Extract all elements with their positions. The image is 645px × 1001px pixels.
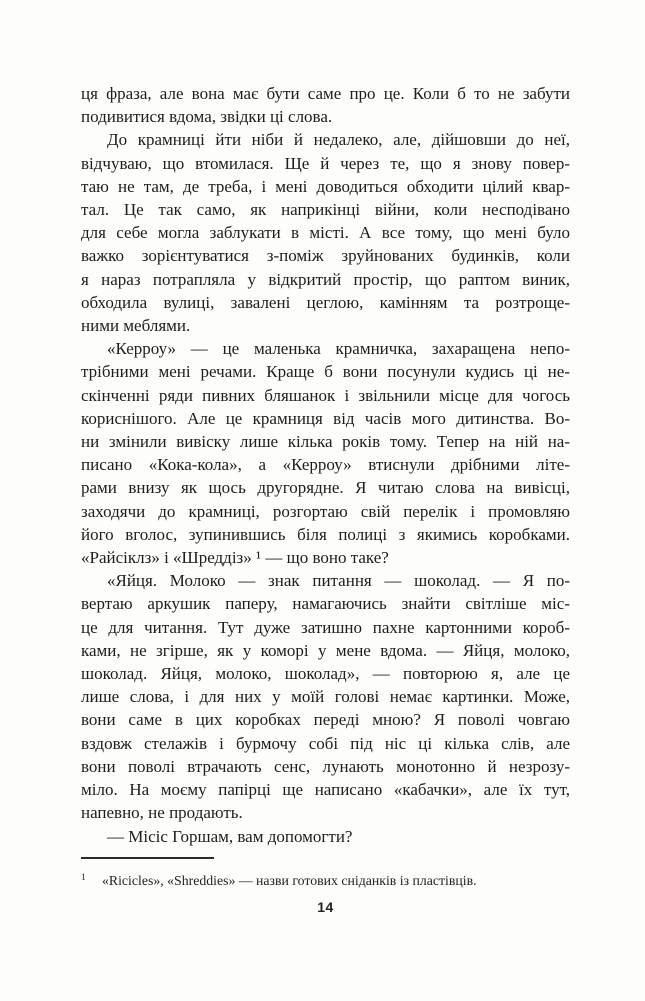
text-line: вони поволі втрачають сенс, лунають монотонно й незрозу- (81, 756, 570, 776)
paragraph (81, 337, 570, 569)
text-line: трібними мені речами. Краще б вони посунули кудись ці не- (81, 362, 570, 382)
text-line: скінченні ряди пивних бляшанок і звільнили місце для чогось (81, 385, 570, 405)
text-line: вони саме в цих коробках переді мною? Я поволі човгаю (81, 710, 570, 730)
text-line: «Керроу» — це маленька крамничка, захаращена непо- (107, 339, 570, 359)
footnote-marker: 1 (81, 873, 86, 883)
text-line: заходячи до крамниці, розгортаю свій перелік і промовляю (81, 501, 570, 521)
page-number: 14 (317, 899, 334, 915)
paragraph (81, 82, 570, 128)
footnote-text: «Ricicles», «Shreddies» — назви готових сніданків із пластівців. (102, 873, 477, 888)
footnote-separator (81, 857, 214, 859)
text-line: До крамниці йти ніби й недалеко, але, дійшовши до неї, (107, 130, 570, 150)
text-line: я нараз потрапляла у відкритий простір, що раптом виник, (81, 269, 570, 289)
text-line: рами внизу як щось другорядне. Я читаю слова на вивісці, (81, 478, 570, 498)
text-line: «Райсіклз» і «Шреддіз» ¹ — що воно таке? (81, 548, 389, 568)
text-line: подивитися вдома, звідки ці слова. (81, 107, 333, 127)
footnote (81, 869, 570, 890)
text-line: напевно, не продають. (81, 803, 243, 823)
text-line: вздовж стелажів і бурмочу собі під ніс ці кілька слів, але (81, 733, 570, 753)
text-line: таю не там, де треба, і мені доводиться обходити цілий квар- (81, 176, 570, 196)
text-line: це для читання. Тут дуже затишно пахне картонними короб- (81, 617, 570, 637)
text-line: лише слова, і для них у моїй голові немає картинки. Може, (81, 687, 570, 707)
text-line: — Місіс Горшам, вам допомогти? (107, 826, 353, 846)
text-line: для себе могла заблукати в місті. А все тому, що мені було (81, 223, 570, 243)
text-line: писано «Кока-кола», а «Керроу» втиснули дрібними літе- (81, 455, 570, 475)
text-line: ками, не згірше, як у коморі у мене вдома. — Яйця, молоко, (81, 640, 570, 660)
text-line: тал. Це так само, як наприкінці війни, коли несподівано (81, 200, 570, 220)
text-line: кориснішого. Але це крамниця від часів мого дитинства. Во- (81, 408, 570, 428)
paragraph (81, 825, 570, 848)
text-line: ними меблями. (81, 316, 191, 336)
text-line: відчуваю, що втомилася. Ще й через те, що я знову повер- (81, 153, 570, 173)
text-line: вертаю аркушик паперу, намагаючись знайти світліше міс- (81, 594, 570, 614)
text-line: ця фраза, але вона має бути саме про це. Коли б то не забути (81, 84, 570, 103)
body-text (81, 82, 570, 848)
text-line: ни змінили вивіску лише кілька років тому. Тепер на ній на- (81, 432, 570, 452)
text-line: його вголос, зупинившись біля полиці з якимись коробками. (81, 524, 570, 544)
paragraph (81, 128, 570, 337)
paragraph (81, 569, 570, 824)
text-line: обходила вулиці, завалені цеглою, камінням та розтроще- (81, 292, 570, 312)
text-line: шоколад. Яйця, молоко, шоколад», — повторюю я, але це (81, 664, 570, 684)
text-line: важко зорієнтуватися з-поміж зруйнованих будинків, коли (81, 246, 570, 266)
text-line: міло. На моєму папірці ще написано «кабачки», але їх тут, (81, 780, 570, 800)
text-line: «Яйця. Молоко — знак питання — шоколад. — Я по- (107, 571, 570, 591)
